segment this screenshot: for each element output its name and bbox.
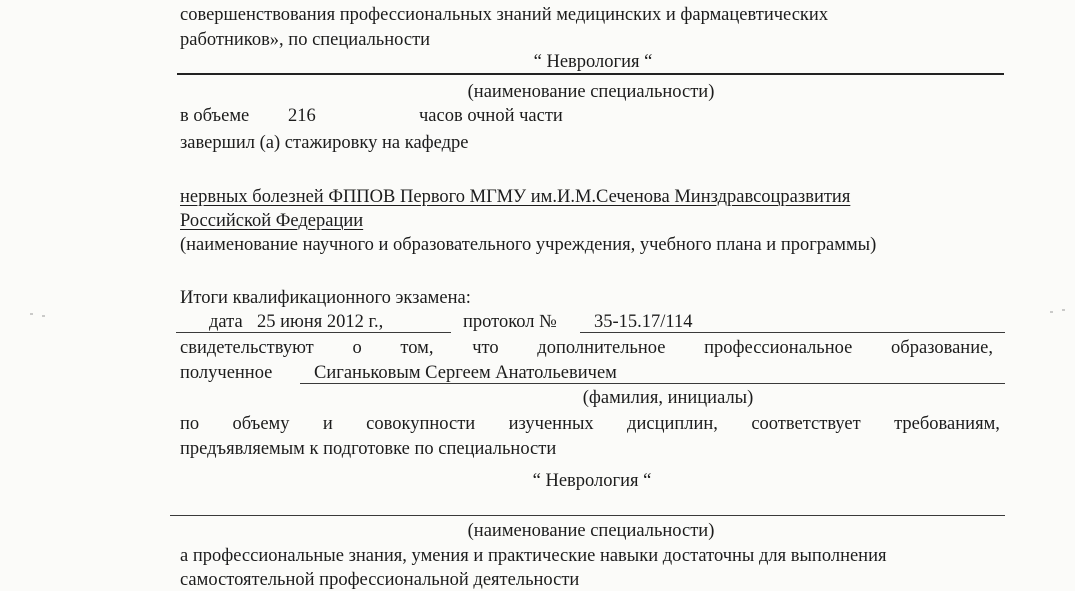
date-value: 25 июня 2012 г., bbox=[257, 312, 384, 332]
scan-speck bbox=[30, 313, 33, 315]
obtained-name: Сиганьковым Сергеем Анатольевичем bbox=[314, 363, 617, 383]
testify-word: свидетельствуют bbox=[180, 338, 314, 358]
exam-results-label: Итоги квалификационного экзамена: bbox=[180, 288, 471, 308]
date-underline bbox=[176, 332, 451, 333]
volume-prefix: в объеме bbox=[180, 106, 250, 126]
department-line-2: Российской Федерации bbox=[180, 211, 364, 231]
testify-word: о bbox=[352, 338, 362, 358]
sufficiency-line: а профессиональные знания, умения и практические навыки достаточны для выполнения bbox=[180, 546, 887, 566]
compliance-word: изученных bbox=[508, 414, 594, 434]
testify-word: профессиональное bbox=[704, 338, 853, 358]
specialty-caption-2: (наименование специальности) bbox=[467, 521, 715, 541]
compliance-word: по bbox=[180, 414, 200, 434]
scan-speck bbox=[1050, 311, 1053, 313]
institution-caption: (наименование научного и образовательного учреждения, учебного плана и программы) bbox=[180, 235, 877, 255]
name-underline bbox=[300, 383, 1005, 384]
specialty-underline-1 bbox=[177, 73, 1004, 75]
specialty-name-1: “ Неврология “ bbox=[533, 52, 653, 72]
testify-word: образование, bbox=[891, 338, 993, 358]
volume-suffix: часов очной части bbox=[419, 106, 563, 126]
intro-line-2: работников», по специальности bbox=[180, 30, 431, 50]
compliance-word: совокупности bbox=[366, 414, 476, 434]
compliance-word: требованиям, bbox=[894, 414, 1000, 434]
name-caption: (фамилия, инициалы) bbox=[582, 388, 754, 408]
compliance-line bbox=[180, 413, 1000, 435]
specialty-underline-2 bbox=[170, 515, 1005, 516]
date-label: дата bbox=[209, 312, 243, 332]
scan-speck bbox=[1062, 309, 1065, 311]
compliance-word: соответствует bbox=[751, 414, 861, 434]
volume-hours: 216 bbox=[288, 106, 316, 126]
protocol-label: протокол № bbox=[463, 312, 557, 332]
internship-line: завершил (а) стажировку на кафедре bbox=[180, 133, 469, 153]
scan-speck bbox=[42, 315, 45, 317]
department-line-1: нервных болезней ФППОВ Первого МГМУ им.И.М.Сеченова Минздравсоцразвития bbox=[180, 187, 851, 207]
testify-word: том, bbox=[400, 338, 434, 358]
testify-word: дополнительное bbox=[537, 338, 666, 358]
presented-line: предъявляемым к подготовке по специальности bbox=[180, 439, 557, 459]
specialty-name-2: “ Неврология “ bbox=[532, 471, 652, 491]
compliance-word: и bbox=[322, 414, 333, 434]
protocol-underline bbox=[580, 332, 1005, 333]
protocol-value: 35-15.17/114 bbox=[594, 312, 693, 332]
specialty-caption-1: (наименование специальности) bbox=[467, 82, 715, 102]
compliance-word: дисциплин, bbox=[627, 414, 718, 434]
testify-word: что bbox=[472, 338, 499, 358]
independent-line: самостоятельной профессиональной деятельности bbox=[180, 570, 580, 590]
testify-line bbox=[180, 337, 993, 359]
intro-line-1: совершенствования профессиональных знаний медицинских и фармацевтических bbox=[180, 5, 829, 25]
obtained-label: полученное bbox=[180, 363, 273, 383]
compliance-word: объему bbox=[232, 414, 290, 434]
